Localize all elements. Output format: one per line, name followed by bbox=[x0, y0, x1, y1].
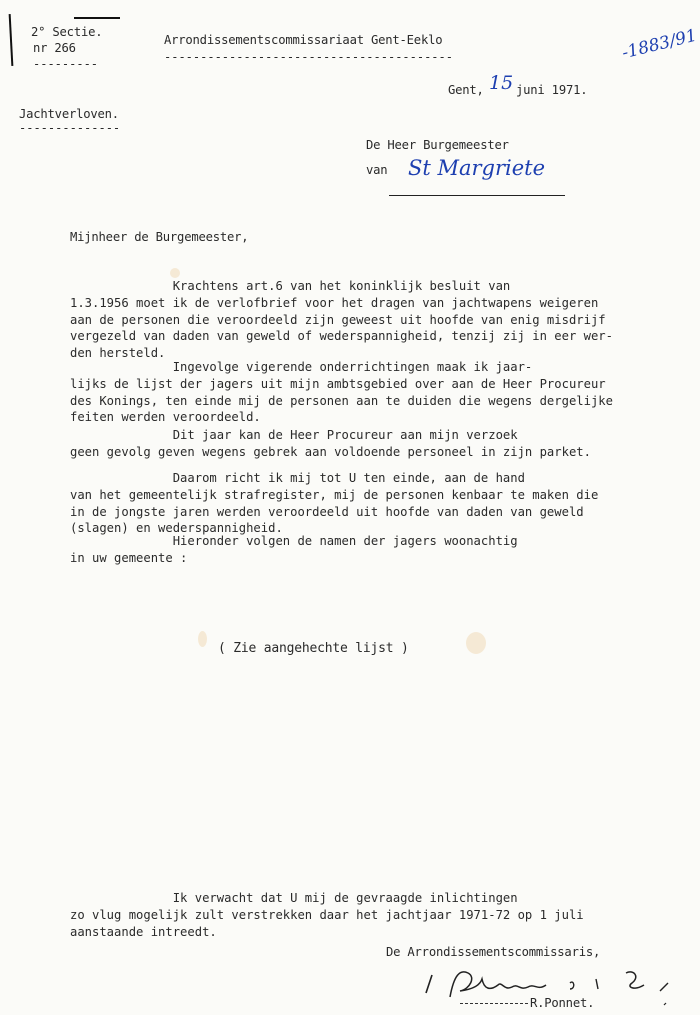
text-line: den hersteld. bbox=[70, 346, 166, 361]
handwritten-municipality: St Margriete bbox=[408, 156, 546, 180]
paper-stain bbox=[198, 631, 207, 647]
text-line: lijks de lijst der jagers uit mijn ambtsgebied over aan de Heer Procureur bbox=[70, 376, 606, 391]
paper-stain bbox=[170, 268, 180, 278]
signatory-title: De Arrondissementscommissaris, bbox=[386, 945, 601, 959]
addressee-van: van bbox=[366, 163, 388, 177]
handwritten-reference: -1883/91 bbox=[620, 25, 699, 64]
text-line: in de jongste jaren werden veroordeeld uit hoofde van daden van geweld bbox=[70, 504, 584, 519]
handwritten-day: 15 bbox=[489, 72, 514, 94]
text-line: van het gemeentelijk strafregister, mij de personen kenbaar te maken die bbox=[70, 487, 599, 502]
text-line: zo vlug mogelijk zult verstrekken daar het jachtjaar 1971-72 op 1 juli bbox=[70, 907, 584, 922]
left-margin-mark bbox=[9, 14, 14, 66]
signatory-name: R.Ponnet. bbox=[530, 996, 595, 1010]
place-date-suffix: juni 1971. bbox=[516, 83, 588, 97]
reference-number: nr 266 bbox=[33, 41, 76, 55]
top-rule bbox=[74, 17, 120, 19]
text-line: Dit jaar kan de Heer Procureur aan mijn verzoek bbox=[70, 428, 518, 442]
subject-rule: -------------- bbox=[19, 121, 121, 135]
paragraph-6 bbox=[70, 890, 584, 940]
signature-line bbox=[460, 1003, 528, 1004]
paragraph-2 bbox=[70, 359, 613, 426]
text-line: Ingevolge vigerende onderrichtingen maak ik jaar- bbox=[70, 360, 533, 374]
text-line: Krachtens art.6 van het koninklijk besluit van bbox=[70, 279, 511, 293]
text-line: aanstaande intreedt. bbox=[70, 924, 217, 939]
office-rule: ---------------------------------------- bbox=[164, 50, 453, 64]
paper-stain bbox=[466, 632, 486, 654]
attachment-note: ( Zie aangehechte lijst ) bbox=[218, 641, 409, 656]
office-name: Arrondissementscommissariaat Gent-Eeklo bbox=[164, 33, 443, 47]
paragraph-4 bbox=[70, 470, 598, 537]
text-line: in uw gemeente : bbox=[70, 550, 188, 565]
reference-rule: --------- bbox=[33, 57, 99, 71]
text-line: feiten werden veroordeeld. bbox=[70, 410, 261, 425]
text-line: (slagen) en wederspannigheid. bbox=[70, 521, 283, 536]
text-line: geen gevolg geven wegens gebrek aan voldoende personeel in zijn parket. bbox=[70, 444, 591, 459]
addressee-underline bbox=[389, 195, 565, 196]
text-line: aan de personen die veroordeeld zijn geweest uit hoofde van enig misdrijf bbox=[70, 312, 606, 327]
place-date-prefix: Gent, bbox=[448, 83, 484, 97]
text-line: Daarom richt ik mij tot U ten einde, aan de hand bbox=[70, 471, 525, 485]
section-label: 2° Sectie. bbox=[31, 25, 103, 39]
addressee-title: De Heer Burgemeester bbox=[366, 138, 509, 152]
text-line: Ik verwacht dat U mij de gevraagde inlichtingen bbox=[70, 891, 518, 905]
text-line: Hieronder volgen de namen der jagers woonachtig bbox=[70, 534, 518, 548]
paragraph-1 bbox=[70, 278, 613, 362]
subject-label: Jachtverloven. bbox=[19, 107, 119, 121]
text-line: 1.3.1956 moet ik de verlofbrief voor het dragen van jachtwapens weigeren bbox=[70, 295, 599, 310]
paragraph-3 bbox=[70, 427, 591, 461]
text-line: des Konings, ten einde mij de personen aan te duiden die wegens dergelijke bbox=[70, 393, 613, 408]
paragraph-5 bbox=[70, 533, 518, 567]
text-line: vergezeld van daden van geweld of wederspannigheid, tenzij zij in eer wer- bbox=[70, 329, 613, 344]
salutation: Mijnheer de Burgemeester, bbox=[70, 230, 249, 244]
